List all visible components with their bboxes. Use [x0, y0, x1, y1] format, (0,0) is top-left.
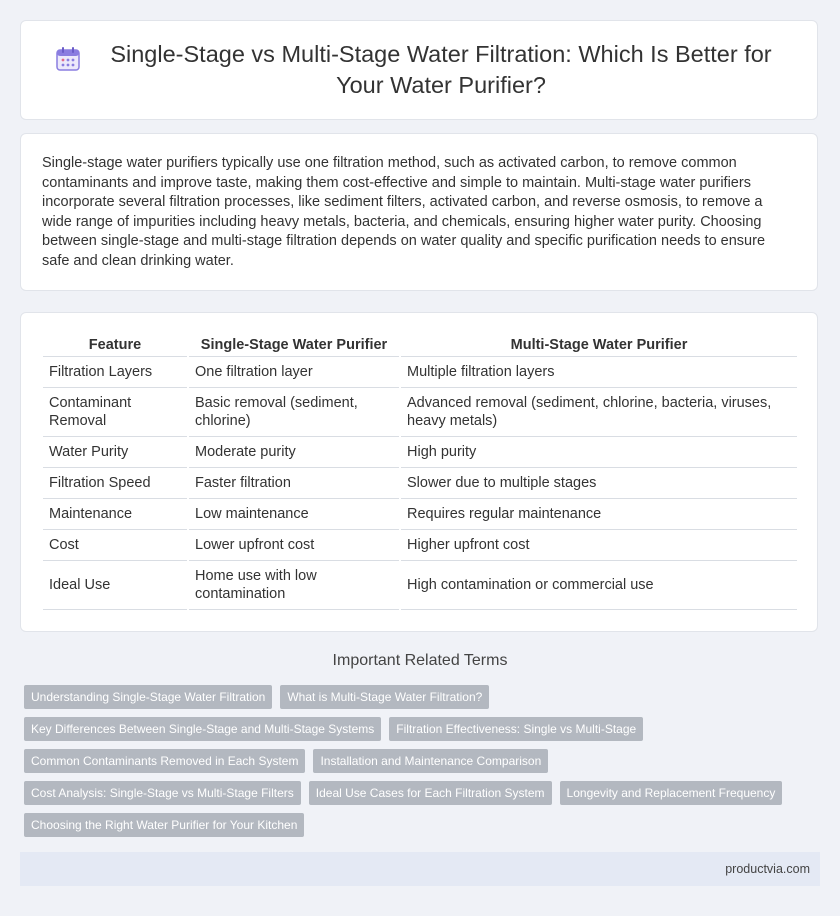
- header-feature: Feature: [43, 333, 188, 357]
- term-row: [24, 813, 824, 837]
- table-row: [43, 388, 797, 437]
- intro-paragraph: Single-stage water purifiers typically use one filtration method, such as activated carbon, to remove common contaminants and improve taste, making them cost-effective and simple to maintain. Multi-stage water purifiers incorporate several filtration processes, like sediment filters, activated carbon, and reverse osmosis, to remove a wide range of impurities including heavy metals, bacteria, and chemicals, ensuring higher water purity. Choosing between single-stage and multi-stage filtration depends on water quality and specific purification needs to ensure safe and clean drinking water.: [42, 155, 766, 269]
- table-row: [43, 499, 797, 530]
- table-cell: Cost: [43, 530, 188, 561]
- table-cell: Water Purity: [43, 437, 188, 468]
- table-cell: High contamination or commercial use: [400, 561, 797, 610]
- term-row: [24, 685, 824, 709]
- header-multi-stage: Multi-Stage Water Purifier: [400, 333, 797, 357]
- calendar-icon: [54, 45, 82, 73]
- table-cell: Low maintenance: [188, 499, 400, 530]
- table-cell: Multiple filtration layers: [400, 357, 797, 388]
- table-cell: High purity: [400, 437, 797, 468]
- intro-card: [20, 133, 818, 291]
- related-term-tag[interactable]: Choosing the Right Water Purifier for Your Kitchen: [24, 813, 304, 837]
- table-cell: Moderate purity: [188, 437, 400, 468]
- table-row: [43, 561, 797, 610]
- table-cell: Advanced removal (sediment, chlorine, bacteria, viruses, heavy metals): [400, 388, 797, 437]
- table-cell: Faster filtration: [188, 468, 400, 499]
- term-row: [24, 781, 824, 805]
- table-cell: One filtration layer: [188, 357, 400, 388]
- table-row: [43, 437, 797, 468]
- comparison-table: [43, 333, 797, 610]
- table-cell: Ideal Use: [43, 561, 188, 610]
- table-cell: Home use with low contamination: [188, 561, 400, 610]
- footer-site-link[interactable]: productvia.com: [725, 862, 810, 876]
- table-cell: Lower upfront cost: [188, 530, 400, 561]
- page-title: Single-Stage vs Multi-Stage Water Filtration: Which Is Better for Your Water Purifier?: [110, 41, 772, 98]
- related-term-tag[interactable]: Common Contaminants Removed in Each System: [24, 749, 305, 773]
- table-row: [43, 357, 797, 388]
- related-term-tag[interactable]: Cost Analysis: Single-Stage vs Multi-Stage Filters: [24, 781, 301, 805]
- table-cell: Requires regular maintenance: [400, 499, 797, 530]
- table-cell: Contaminant Removal: [43, 388, 188, 437]
- footer-bar: [20, 852, 820, 886]
- title-wrap: [54, 39, 784, 101]
- related-term-tag[interactable]: Understanding Single-Stage Water Filtration: [24, 685, 272, 709]
- related-terms-list: [24, 685, 824, 845]
- table-cell: Basic removal (sediment, chlorine): [188, 388, 400, 437]
- table-cell: Higher upfront cost: [400, 530, 797, 561]
- term-row: [24, 749, 824, 773]
- related-term-tag[interactable]: Installation and Maintenance Comparison: [313, 749, 548, 773]
- related-term-tag[interactable]: Longevity and Replacement Frequency: [560, 781, 783, 805]
- table-cell: Slower due to multiple stages: [400, 468, 797, 499]
- table-cell: Maintenance: [43, 499, 188, 530]
- related-term-tag[interactable]: Filtration Effectiveness: Single vs Multi-Stage: [389, 717, 643, 741]
- related-term-tag[interactable]: What is Multi-Stage Water Filtration?: [280, 685, 489, 709]
- related-term-tag[interactable]: Ideal Use Cases for Each Filtration System: [309, 781, 552, 805]
- term-row: [24, 717, 824, 741]
- table-row: [43, 468, 797, 499]
- table-cell: Filtration Speed: [43, 468, 188, 499]
- table-row: [43, 530, 797, 561]
- comparison-card: [20, 312, 818, 632]
- header-single-stage: Single-Stage Water Purifier: [188, 333, 400, 357]
- related-term-tag[interactable]: Key Differences Between Single-Stage and Multi-Stage Systems: [24, 717, 381, 741]
- title-card: [20, 20, 818, 120]
- table-cell: Filtration Layers: [43, 357, 188, 388]
- table-header-row: [43, 333, 797, 357]
- related-terms-title: Important Related Terms: [332, 652, 508, 669]
